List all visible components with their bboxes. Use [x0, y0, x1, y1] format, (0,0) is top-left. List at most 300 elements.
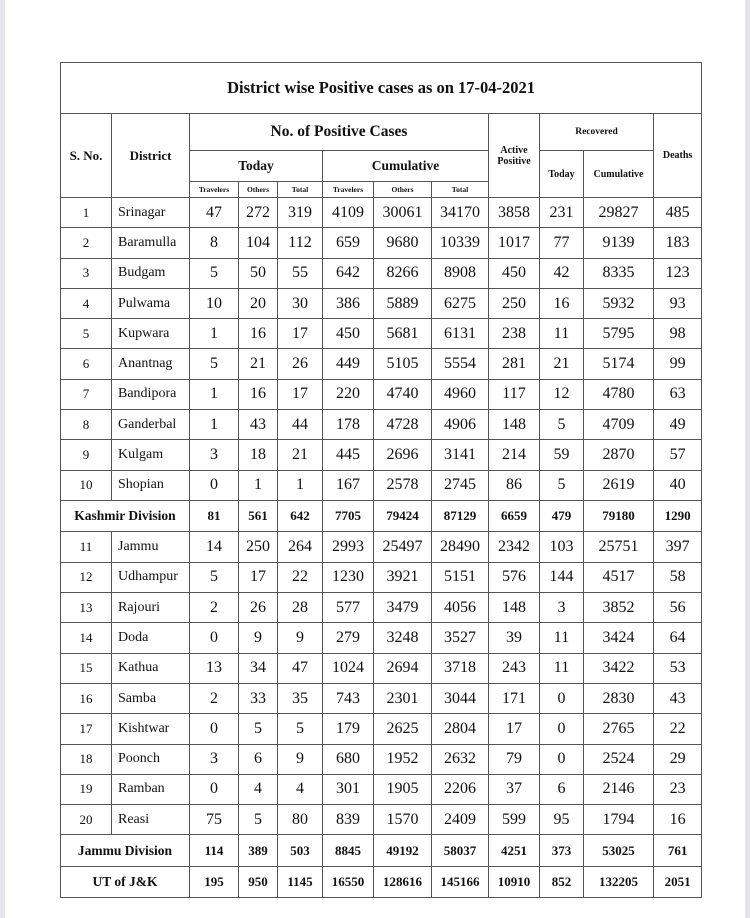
cell-today-total: 21: [278, 440, 323, 470]
cell-district: Shopian: [112, 470, 190, 500]
cell-cumulative-total: 2206: [432, 774, 489, 804]
cell-cumulative-travelers: 642: [323, 258, 374, 288]
cell-sno: 3: [61, 258, 112, 288]
cell-sno: 12: [61, 562, 112, 592]
cell-cumulative-others: 3248: [374, 623, 432, 653]
cell-recovered-cumulative: 4780: [584, 379, 654, 409]
cell-cumulative-others: 1952: [374, 744, 432, 774]
cell-recovered-today: 11: [540, 623, 584, 653]
cell-cumulative-travelers: 16550: [323, 866, 374, 898]
cell-today-travelers: 0: [190, 714, 239, 744]
cell-recovered-cumulative: 2146: [584, 774, 654, 804]
header-recovered-cumulative: Cumulative: [584, 151, 654, 198]
cell-sno: 15: [61, 653, 112, 683]
cell-today-total: 642: [278, 500, 323, 532]
cell-deaths: 761: [654, 835, 702, 867]
cell-today-others: 104: [239, 228, 278, 258]
cell-cumulative-others: 8266: [374, 258, 432, 288]
table-row: [61, 379, 702, 409]
cell-active-positive: 214: [489, 440, 540, 470]
cell-cumulative-travelers: 445: [323, 440, 374, 470]
header-today-travelers: Travelers: [190, 182, 239, 198]
cell-active-positive: 10910: [489, 866, 540, 898]
cell-recovered-today: 11: [540, 319, 584, 349]
cell-cumulative-others: 1905: [374, 774, 432, 804]
cell-today-others: 17: [239, 562, 278, 592]
cell-total-label: Jammu Division: [61, 835, 190, 867]
cell-today-others: 18: [239, 440, 278, 470]
header-recovered-today: Today: [540, 151, 584, 198]
header-cumulative-total: Total: [432, 182, 489, 198]
table-row: [61, 228, 702, 258]
cell-district: Kishtwar: [112, 714, 190, 744]
cell-cumulative-travelers: 2993: [323, 532, 374, 562]
cell-today-total: 9: [278, 623, 323, 653]
cell-district: Udhampur: [112, 562, 190, 592]
cell-today-travelers: 2: [190, 683, 239, 713]
cell-today-travelers: 1: [190, 379, 239, 409]
cell-recovered-today: 103: [540, 532, 584, 562]
cell-cumulative-others: 79424: [374, 500, 432, 532]
cell-active-positive: 3858: [489, 198, 540, 228]
cell-recovered-cumulative: 2870: [584, 440, 654, 470]
cell-recovered-today: 59: [540, 440, 584, 470]
right-edge-strip: [745, 0, 750, 918]
cell-today-others: 16: [239, 319, 278, 349]
header-recovered: Recovered: [540, 114, 654, 151]
cell-district: Kulgam: [112, 440, 190, 470]
cell-cumulative-travelers: 8845: [323, 835, 374, 867]
cell-cumulative-total: 2804: [432, 714, 489, 744]
cell-cumulative-total: 28490: [432, 532, 489, 562]
cell-deaths: 397: [654, 532, 702, 562]
cell-deaths: 64: [654, 623, 702, 653]
cell-deaths: 29: [654, 744, 702, 774]
cell-active-positive: 6659: [489, 500, 540, 532]
cell-recovered-cumulative: 3424: [584, 623, 654, 653]
cell-deaths: 93: [654, 288, 702, 318]
cell-active-positive: 171: [489, 683, 540, 713]
cell-active-positive: 238: [489, 319, 540, 349]
cell-today-total: 1: [278, 470, 323, 500]
cell-today-total: 80: [278, 805, 323, 835]
cell-today-total: 264: [278, 532, 323, 562]
cell-recovered-today: 77: [540, 228, 584, 258]
cell-cumulative-travelers: 743: [323, 683, 374, 713]
table-row: [61, 198, 702, 228]
cell-cumulative-others: 2578: [374, 470, 432, 500]
header-cumulative-travelers: Travelers: [323, 182, 374, 198]
cell-cumulative-travelers: 179: [323, 714, 374, 744]
cell-today-others: 5: [239, 714, 278, 744]
cell-deaths: 98: [654, 319, 702, 349]
cell-recovered-cumulative: 8335: [584, 258, 654, 288]
cell-district: Baramulla: [112, 228, 190, 258]
cell-today-total: 47: [278, 653, 323, 683]
table-row: [61, 288, 702, 318]
cell-cumulative-others: 2625: [374, 714, 432, 744]
cell-district: Reasi: [112, 805, 190, 835]
cell-cumulative-travelers: 680: [323, 744, 374, 774]
cell-cumulative-total: 4906: [432, 410, 489, 440]
cell-recovered-cumulative: 2619: [584, 470, 654, 500]
cell-today-travelers: 1: [190, 410, 239, 440]
cell-today-total: 17: [278, 379, 323, 409]
cell-district: Poonch: [112, 744, 190, 774]
cell-active-positive: 576: [489, 562, 540, 592]
cell-cumulative-travelers: 450: [323, 319, 374, 349]
cell-deaths: 183: [654, 228, 702, 258]
cell-cumulative-others: 9680: [374, 228, 432, 258]
cell-total-label: UT of J&K: [61, 866, 190, 898]
cell-cumulative-total: 3718: [432, 653, 489, 683]
cell-recovered-today: 12: [540, 379, 584, 409]
cell-district: Budgam: [112, 258, 190, 288]
cell-cumulative-travelers: 167: [323, 470, 374, 500]
header-positive-cases: No. of Positive Cases: [190, 114, 489, 151]
cell-recovered-today: 5: [540, 470, 584, 500]
cell-district: Pulwama: [112, 288, 190, 318]
cell-district: Rajouri: [112, 593, 190, 623]
cell-today-travelers: 47: [190, 198, 239, 228]
cell-today-total: 503: [278, 835, 323, 867]
cell-today-others: 16: [239, 379, 278, 409]
cell-deaths: 56: [654, 593, 702, 623]
cell-today-others: 561: [239, 500, 278, 532]
cell-cumulative-travelers: 386: [323, 288, 374, 318]
cell-deaths: 99: [654, 349, 702, 379]
cell-cumulative-total: 6131: [432, 319, 489, 349]
cell-today-total: 22: [278, 562, 323, 592]
cell-district: Kupwara: [112, 319, 190, 349]
cell-today-travelers: 75: [190, 805, 239, 835]
cell-recovered-today: 42: [540, 258, 584, 288]
cell-recovered-cumulative: 2830: [584, 683, 654, 713]
cell-district: Srinagar: [112, 198, 190, 228]
cell-sno: 20: [61, 805, 112, 835]
cell-recovered-cumulative: 53025: [584, 835, 654, 867]
cell-cumulative-others: 4728: [374, 410, 432, 440]
cell-cumulative-travelers: 7705: [323, 500, 374, 532]
cell-cumulative-others: 3479: [374, 593, 432, 623]
cell-today-total: 17: [278, 319, 323, 349]
cell-sno: 1: [61, 198, 112, 228]
cell-active-positive: 1017: [489, 228, 540, 258]
cell-active-positive: 148: [489, 593, 540, 623]
cell-active-positive: 450: [489, 258, 540, 288]
cell-recovered-cumulative: 2765: [584, 714, 654, 744]
cell-today-total: 28: [278, 593, 323, 623]
cell-today-travelers: 5: [190, 258, 239, 288]
cell-today-total: 35: [278, 683, 323, 713]
cell-recovered-cumulative: 29827: [584, 198, 654, 228]
cell-today-others: 21: [239, 349, 278, 379]
cell-recovered-today: 0: [540, 683, 584, 713]
cell-cumulative-others: 2694: [374, 653, 432, 683]
cell-recovered-today: 373: [540, 835, 584, 867]
cell-today-travelers: 13: [190, 653, 239, 683]
table-row: [61, 532, 702, 562]
cell-today-others: 389: [239, 835, 278, 867]
cell-today-total: 30: [278, 288, 323, 318]
cell-recovered-today: 16: [540, 288, 584, 318]
cell-active-positive: 250: [489, 288, 540, 318]
cell-today-others: 34: [239, 653, 278, 683]
cell-cumulative-travelers: 1230: [323, 562, 374, 592]
cell-cumulative-others: 30061: [374, 198, 432, 228]
table-row: [61, 805, 702, 835]
cell-recovered-cumulative: 5174: [584, 349, 654, 379]
cell-deaths: 2051: [654, 866, 702, 898]
header-today-others: Others: [239, 182, 278, 198]
cell-cumulative-total: 34170: [432, 198, 489, 228]
cell-deaths: 22: [654, 714, 702, 744]
cell-recovered-today: 0: [540, 714, 584, 744]
cell-cumulative-travelers: 659: [323, 228, 374, 258]
header-cumulative-others: Others: [374, 182, 432, 198]
cell-sno: 5: [61, 319, 112, 349]
cell-today-travelers: 81: [190, 500, 239, 532]
cell-recovered-today: 479: [540, 500, 584, 532]
cell-recovered-cumulative: 9139: [584, 228, 654, 258]
cell-cumulative-travelers: 178: [323, 410, 374, 440]
cell-recovered-cumulative: 4709: [584, 410, 654, 440]
cell-today-others: 6: [239, 744, 278, 774]
cell-today-travelers: 14: [190, 532, 239, 562]
table-row: [61, 470, 702, 500]
cell-recovered-cumulative: 4517: [584, 562, 654, 592]
cell-recovered-cumulative: 79180: [584, 500, 654, 532]
cell-sno: 4: [61, 288, 112, 318]
cell-sno: 7: [61, 379, 112, 409]
cell-today-travelers: 0: [190, 774, 239, 804]
table-row: [61, 258, 702, 288]
table-row: [61, 744, 702, 774]
cell-cumulative-others: 25497: [374, 532, 432, 562]
cell-cumulative-total: 3527: [432, 623, 489, 653]
cell-today-total: 26: [278, 349, 323, 379]
cell-today-others: 250: [239, 532, 278, 562]
cell-today-travelers: 8: [190, 228, 239, 258]
cell-today-others: 9: [239, 623, 278, 653]
cell-today-travelers: 195: [190, 866, 239, 898]
cell-sno: 6: [61, 349, 112, 379]
cell-today-travelers: 0: [190, 470, 239, 500]
cell-recovered-cumulative: 5795: [584, 319, 654, 349]
header-active-positive: Active Positive: [489, 114, 540, 198]
cell-recovered-cumulative: 3422: [584, 653, 654, 683]
cell-deaths: 123: [654, 258, 702, 288]
cell-today-total: 9: [278, 744, 323, 774]
table-row: [61, 440, 702, 470]
cell-cumulative-others: 128616: [374, 866, 432, 898]
cell-cumulative-others: 49192: [374, 835, 432, 867]
cell-today-total: 55: [278, 258, 323, 288]
cell-cumulative-total: 2409: [432, 805, 489, 835]
table-title: District wise Positive cases as on 17-04-2021: [61, 63, 702, 114]
cell-today-travelers: 5: [190, 562, 239, 592]
table-row: [61, 562, 702, 592]
header-sno: S. No.: [61, 114, 112, 198]
total-row: [61, 866, 702, 898]
cell-cumulative-total: 3141: [432, 440, 489, 470]
cell-today-travelers: 0: [190, 623, 239, 653]
cell-total-label: Kashmir Division: [61, 500, 190, 532]
cell-cumulative-travelers: 1024: [323, 653, 374, 683]
table-row: [61, 319, 702, 349]
cell-recovered-today: 3: [540, 593, 584, 623]
cell-cumulative-others: 1570: [374, 805, 432, 835]
header-cumulative: Cumulative: [323, 151, 489, 182]
cell-recovered-today: 6: [540, 774, 584, 804]
cell-cumulative-total: 4960: [432, 379, 489, 409]
cell-today-total: 4: [278, 774, 323, 804]
cell-today-travelers: 3: [190, 440, 239, 470]
cell-district: Samba: [112, 683, 190, 713]
cell-district: Ramban: [112, 774, 190, 804]
header-district: District: [112, 114, 190, 198]
table-row: [61, 714, 702, 744]
cell-cumulative-total: 10339: [432, 228, 489, 258]
cell-today-total: 5: [278, 714, 323, 744]
cell-district: Kathua: [112, 653, 190, 683]
cell-cumulative-total: 5554: [432, 349, 489, 379]
cell-active-positive: 281: [489, 349, 540, 379]
cell-active-positive: 148: [489, 410, 540, 440]
cell-sno: 14: [61, 623, 112, 653]
cell-deaths: 40: [654, 470, 702, 500]
table-row: [61, 683, 702, 713]
cell-active-positive: 39: [489, 623, 540, 653]
cell-today-travelers: 10: [190, 288, 239, 318]
cell-district: Doda: [112, 623, 190, 653]
cell-district: Anantnag: [112, 349, 190, 379]
cell-active-positive: 4251: [489, 835, 540, 867]
cell-sno: 18: [61, 744, 112, 774]
cell-recovered-today: 95: [540, 805, 584, 835]
cell-deaths: 23: [654, 774, 702, 804]
cell-deaths: 53: [654, 653, 702, 683]
cell-recovered-cumulative: 25751: [584, 532, 654, 562]
cell-active-positive: 37: [489, 774, 540, 804]
cell-today-others: 50: [239, 258, 278, 288]
cell-today-others: 1: [239, 470, 278, 500]
cell-today-total: 112: [278, 228, 323, 258]
cell-cumulative-travelers: 577: [323, 593, 374, 623]
cell-active-positive: 117: [489, 379, 540, 409]
cell-today-others: 20: [239, 288, 278, 318]
cell-recovered-today: 231: [540, 198, 584, 228]
cell-today-total: 1145: [278, 866, 323, 898]
cell-cumulative-travelers: 220: [323, 379, 374, 409]
cell-district: Bandipora: [112, 379, 190, 409]
cell-sno: 17: [61, 714, 112, 744]
table-row: [61, 593, 702, 623]
table-body: [61, 198, 702, 898]
cell-recovered-cumulative: 132205: [584, 866, 654, 898]
cell-today-others: 272: [239, 198, 278, 228]
cell-cumulative-total: 6275: [432, 288, 489, 318]
cell-sno: 8: [61, 410, 112, 440]
cell-deaths: 16: [654, 805, 702, 835]
cell-cumulative-travelers: 839: [323, 805, 374, 835]
cell-today-travelers: 114: [190, 835, 239, 867]
cell-today-others: 4: [239, 774, 278, 804]
cell-deaths: 485: [654, 198, 702, 228]
cell-deaths: 49: [654, 410, 702, 440]
cell-cumulative-total: 58037: [432, 835, 489, 867]
cell-cumulative-total: 2745: [432, 470, 489, 500]
cell-cumulative-travelers: 4109: [323, 198, 374, 228]
cell-sno: 16: [61, 683, 112, 713]
cell-cumulative-total: 87129: [432, 500, 489, 532]
cell-deaths: 57: [654, 440, 702, 470]
cell-today-others: 33: [239, 683, 278, 713]
header-today-total: Total: [278, 182, 323, 198]
cell-today-travelers: 3: [190, 744, 239, 774]
cell-cumulative-total: 4056: [432, 593, 489, 623]
left-edge-strip: [0, 0, 5, 918]
cell-cumulative-others: 4740: [374, 379, 432, 409]
cell-cumulative-total: 2632: [432, 744, 489, 774]
cell-deaths: 1290: [654, 500, 702, 532]
cell-cumulative-others: 5681: [374, 319, 432, 349]
cell-active-positive: 599: [489, 805, 540, 835]
cell-sno: 9: [61, 440, 112, 470]
district-cases-table: [60, 62, 702, 898]
cell-deaths: 63: [654, 379, 702, 409]
total-row: [61, 835, 702, 867]
cell-today-total: 44: [278, 410, 323, 440]
header-deaths: Deaths: [654, 114, 702, 198]
cell-cumulative-total: 3044: [432, 683, 489, 713]
cell-today-others: 5: [239, 805, 278, 835]
table-row: [61, 774, 702, 804]
cell-active-positive: 2342: [489, 532, 540, 562]
cell-recovered-cumulative: 2524: [584, 744, 654, 774]
cell-district: Jammu: [112, 532, 190, 562]
cell-cumulative-total: 145166: [432, 866, 489, 898]
cell-active-positive: 86: [489, 470, 540, 500]
cell-cumulative-travelers: 449: [323, 349, 374, 379]
cell-cumulative-total: 5151: [432, 562, 489, 592]
cell-recovered-cumulative: 1794: [584, 805, 654, 835]
cell-recovered-cumulative: 5932: [584, 288, 654, 318]
cell-cumulative-travelers: 301: [323, 774, 374, 804]
cell-cumulative-total: 8908: [432, 258, 489, 288]
cell-deaths: 58: [654, 562, 702, 592]
cell-active-positive: 17: [489, 714, 540, 744]
cell-today-others: 26: [239, 593, 278, 623]
cell-cumulative-others: 2301: [374, 683, 432, 713]
cell-recovered-today: 11: [540, 653, 584, 683]
cell-today-others: 950: [239, 866, 278, 898]
cell-today-travelers: 2: [190, 593, 239, 623]
cell-cumulative-others: 5889: [374, 288, 432, 318]
cell-sno: 2: [61, 228, 112, 258]
cell-recovered-today: 852: [540, 866, 584, 898]
cell-district: Ganderbal: [112, 410, 190, 440]
cell-recovered-today: 0: [540, 744, 584, 774]
cell-active-positive: 243: [489, 653, 540, 683]
cell-recovered-today: 5: [540, 410, 584, 440]
header-today: Today: [190, 151, 323, 182]
cell-cumulative-others: 5105: [374, 349, 432, 379]
cell-deaths: 43: [654, 683, 702, 713]
cell-today-travelers: 5: [190, 349, 239, 379]
cell-today-others: 43: [239, 410, 278, 440]
table-row: [61, 623, 702, 653]
